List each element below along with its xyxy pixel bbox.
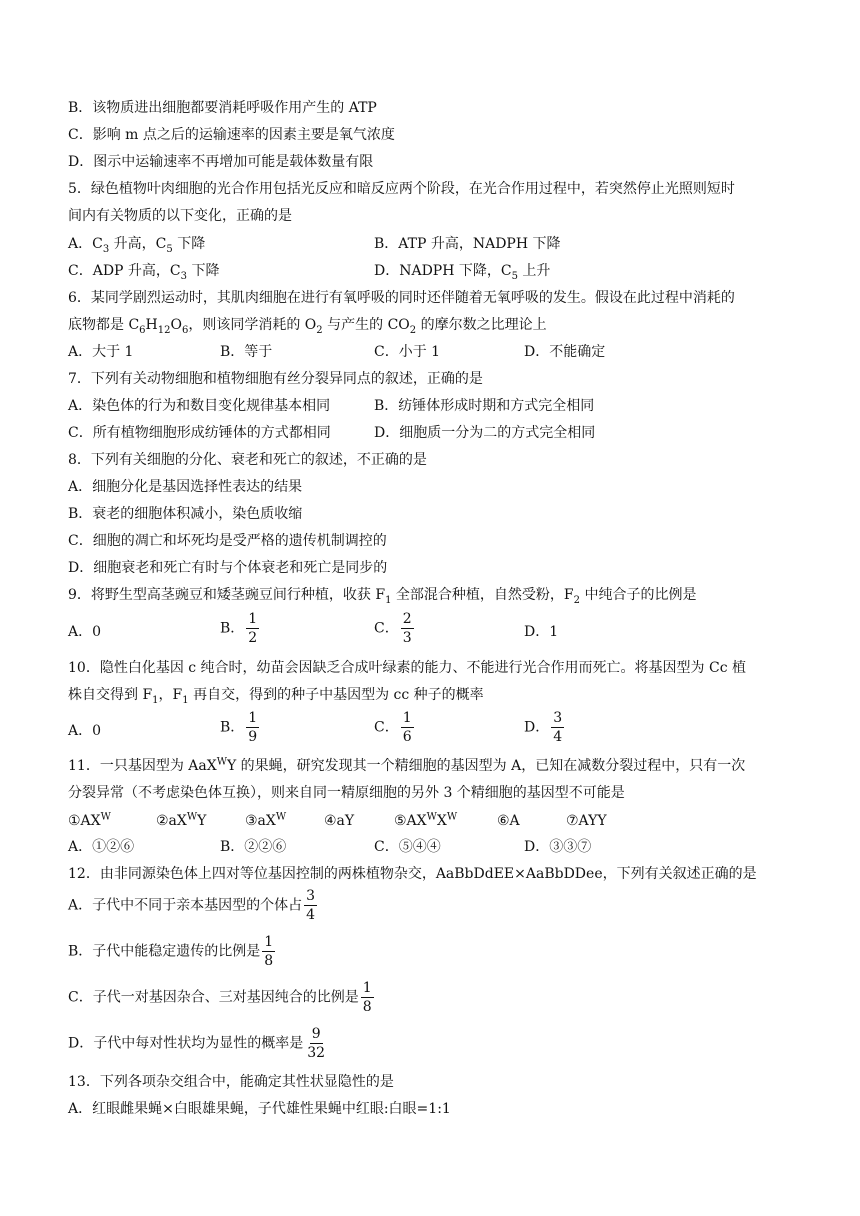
q8-option-b: B．衰老的细胞体积减小，染色质收缩 [68, 506, 303, 522]
q6-option-b: B．等于 [220, 344, 273, 360]
q5-option-c: C．ADP 升高，$C_3$ 下降 [68, 263, 220, 282]
q5-option-d: D．NADPH 下降，$C_5$ 上升 [374, 263, 551, 282]
q7-option-a: A．染色体的行为和数目变化规律基本相同 [68, 398, 331, 414]
q6-option-c: C．小于 1 [374, 344, 441, 360]
q6-option-a: A．大于 1 [68, 344, 134, 360]
q5-option-b: B．ATP 升高，NADPH 下降 [374, 236, 561, 252]
q11-option-b: B．②②⑥ [220, 839, 287, 855]
q13-stem: 13．下列各项杂交组合中，能确定其性状显隐性的是 [68, 1074, 394, 1090]
q9-option-b: B． $\frac{1}{2}$ [220, 611, 258, 646]
q10-option-d: D． $\frac{3}{4}$ [524, 710, 563, 745]
q7-stem: 7．下列有关动物细胞和植物细胞有丝分裂异同点的叙述，正确的是 [68, 371, 483, 387]
q11-genotype-3: $③aX^W$ [245, 811, 287, 829]
q10-stem-line2: 株自交得到 $F_1$，$F_1$ 再自交，得到的种子中基因型为 cc 种子的概率 [68, 687, 484, 706]
q11-genotype-2: $②aX^WY$ [156, 811, 207, 829]
q7-option-b: B．纺锤体形成时期和方式完全相同 [374, 398, 595, 414]
q11-genotype-5: $⑤AX^WX^W$ [394, 811, 458, 829]
q13-option-a: A．红眼雌果蝇×白眼雄果蝇，子代雄性果蝇中红眼:白眼=1:1 [68, 1101, 451, 1117]
q6-stem-line2: 底物都是 $C_6H_{12}O_6$，则该同学消耗的 $O_2$ 与产生的 $CO_2$ 的摩尔数之比理论上 [68, 317, 547, 336]
q5-option-a: A．$C_3$ 升高，$C_5$ 下降 [68, 236, 206, 255]
q11-option-c: C．⑤④④ [374, 839, 441, 855]
fraction: $\frac{3}{4}$ [306, 888, 316, 923]
q8-stem: 8．下列有关细胞的分化、衰老和死亡的叙述，不正确的是 [68, 452, 427, 468]
q6-stem-line1: 6．某同学剧烈运动时，其肌肉细胞在进行有氧呼吸的同时还伴随着无氧呼吸的发生。假设在此过程中消耗的 [68, 290, 735, 306]
fraction: $\frac{1}{9}$ [248, 710, 258, 745]
q11-genotype-7: ⑦AYY [566, 813, 607, 829]
q9-option-d: D．1 [524, 624, 559, 640]
fraction: $\frac{9}{32}$ [307, 1026, 326, 1061]
q11-option-d: D．③③⑦ [524, 839, 592, 855]
q6-option-d: D．不能确定 [524, 344, 606, 360]
q12-option-d: D．子代中每对性状均为显性的概率是 $\frac{9}{32}$ [68, 1026, 326, 1061]
q11-genotype-4: ④aY [324, 813, 355, 829]
q5-stem-line1: 5．绿色植物叶肉细胞的光合作用包括光反应和暗反应两个阶段，在光合作用过程中，若突然停止光照则短时 [68, 181, 735, 197]
q12-option-c: C．子代一对基因杂合、三对基因纯合的比例是 $\frac{1}{8}$ [68, 980, 372, 1015]
q12-stem: 12．由非同源染色体上四对等位基因控制的两株植物杂交，AaBbDdEE×AaBbDDee，下列有关叙述正确的是 [68, 866, 757, 882]
q10-stem-line1: 10．隐性白化基因 c 纯合时，幼苗会因缺乏合成叶绿素的能力、不能进行光合作用而死亡。将基因型为 Cc 植 [68, 660, 747, 676]
q4-option-d: D．图示中运输速率不再增加可能是载体数量有限 [68, 154, 374, 170]
fraction: $\frac{2}{3}$ [402, 611, 412, 646]
q11-genotype-6: ⑥A [497, 813, 520, 829]
q9-option-c: C． $\frac{2}{3}$ [374, 611, 412, 646]
q8-option-c: C．细胞的凋亡和坏死均是受严格的遗传机制调控的 [68, 533, 387, 549]
q7-option-c: C．所有植物细胞形成纺锤体的方式都相同 [68, 425, 331, 441]
q8-option-d: D．细胞衰老和死亡有时与个体衰老和死亡是同步的 [68, 560, 388, 576]
q10-option-a: A．0 [68, 723, 102, 739]
q12-option-a: A．子代中不同于亲本基因型的个体占 $\frac{3}{4}$ [68, 888, 316, 923]
q9-stem: 9．将野生型高茎豌豆和矮茎豌豆间行种植，收获 $F_1$ 全部混合种植，自然受粉，$F_2$ 中纯合子的比例是 [68, 587, 697, 606]
q4-option-b: B．该物质进出细胞都要消耗呼吸作用产生的 ATP [68, 100, 377, 116]
fraction: $\frac{1}{8}$ [264, 934, 274, 969]
q9-option-a: A．0 [68, 624, 102, 640]
fraction: $\frac{3}{4}$ [553, 710, 563, 745]
q10-option-c: C． $\frac{1}{6}$ [374, 710, 412, 745]
q11-genotype-1: $①AX^W$ [68, 811, 111, 829]
q8-option-a: A．细胞分化是基因选择性表达的结果 [68, 479, 303, 495]
q5-stem-line2: 间内有关物质的以下变化，正确的是 [68, 208, 292, 224]
fraction: $\frac{1}{6}$ [402, 710, 412, 745]
fraction: $\frac{1}{8}$ [362, 980, 372, 1015]
q12-option-b: B．子代中能稳定遗传的比例是 $\frac{1}{8}$ [68, 934, 274, 969]
q11-stem-line1: 11．一只基因型为 AaX$^W$Y 的果蝇，研究发现其一个精细胞的基因型为 A，已知在减数分裂过程中，只有一次 [68, 756, 746, 774]
q10-option-b: B． $\frac{1}{9}$ [220, 710, 258, 745]
fraction: $\frac{1}{2}$ [248, 611, 258, 646]
q11-option-a: A．①②⑥ [68, 839, 135, 855]
q4-option-c: C．影响 m 点之后的运输速率的因素主要是氧气浓度 [68, 127, 395, 143]
q7-option-d: D．细胞质一分为二的方式完全相同 [374, 425, 596, 441]
q11-stem-line2: 分裂异常（不考虑染色体互换），则来自同一精原细胞的另外 3 个精细胞的基因型不可能是 [68, 785, 625, 801]
